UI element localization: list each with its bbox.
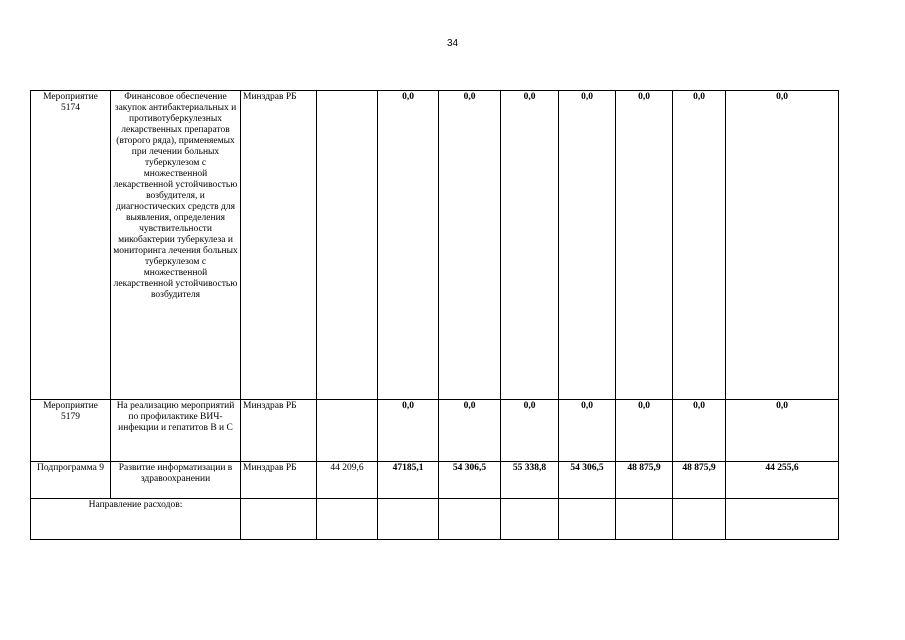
value-cell: 0,0 <box>616 91 673 400</box>
value-cell: 0,0 <box>673 91 726 400</box>
page-number: 34 <box>446 38 459 49</box>
expense-direction-label: Направление расходов: <box>31 499 241 540</box>
value-cell: 0,0 <box>501 400 559 462</box>
empty-cell <box>616 499 673 540</box>
activity-name: Мероприятие 5174 <box>31 91 111 400</box>
value-cell: 0,0 <box>501 91 559 400</box>
value-cell: 44 255,6 <box>726 462 839 499</box>
empty-cell <box>673 499 726 540</box>
empty-cell <box>559 499 616 540</box>
value-cell: 54 306,5 <box>439 462 501 499</box>
responsible-executor: Минздрав РБ <box>241 91 317 400</box>
table-row <box>31 91 839 400</box>
activity-description: На реализацию мероприятий по профилактике ВИЧ-инфекции и гепатитов В и С <box>111 400 241 462</box>
value-cell: 0,0 <box>439 400 501 462</box>
activity-description: Развитие информатизации в здравоохранении <box>111 462 241 499</box>
empty-cell <box>501 499 559 540</box>
value-cell: 0,0 <box>726 400 839 462</box>
value-cell: 44 209,6 <box>317 462 378 499</box>
table-row <box>31 462 839 499</box>
value-cell: 0,0 <box>378 91 439 400</box>
value-cell: 0,0 <box>726 91 839 400</box>
empty-cell <box>439 499 501 540</box>
value-cell <box>317 91 378 400</box>
value-cell: 48 875,9 <box>673 462 726 499</box>
empty-cell <box>241 499 317 540</box>
empty-cell <box>317 499 378 540</box>
activity-name: Мероприятие 5179 <box>31 400 111 462</box>
activity-description: Финансовое обеспечение закупок антибактериальных и противотуберкулезных лекарственных препаратов (второго ряда), применяемых при лечении больных туберкулезом с множественной лекарственной устойчивостью возбудителя, и диагностических средств для выявления, определения чувствительности микобактерии туберкулеза и мониторинга лечения больных туберкулезом с множественной лекарственной устойчивостью возбудителя <box>111 91 241 400</box>
value-cell: 0,0 <box>378 400 439 462</box>
responsible-executor: Минздрав РБ <box>241 462 317 499</box>
budget-table <box>30 90 839 540</box>
responsible-executor: Минздрав РБ <box>241 400 317 462</box>
value-cell: 0,0 <box>616 400 673 462</box>
activity-name: Подпрограмма 9 <box>31 462 111 499</box>
value-cell: 47185,1 <box>378 462 439 499</box>
table-row <box>31 400 839 462</box>
empty-cell <box>378 499 439 540</box>
value-cell: 0,0 <box>559 91 616 400</box>
value-cell: 48 875,9 <box>616 462 673 499</box>
value-cell: 0,0 <box>439 91 501 400</box>
value-cell: 0,0 <box>559 400 616 462</box>
empty-cell <box>726 499 839 540</box>
value-cell: 54 306,5 <box>559 462 616 499</box>
value-cell: 0,0 <box>673 400 726 462</box>
value-cell: 55 338,8 <box>501 462 559 499</box>
table-row <box>31 499 839 540</box>
value-cell <box>317 400 378 462</box>
